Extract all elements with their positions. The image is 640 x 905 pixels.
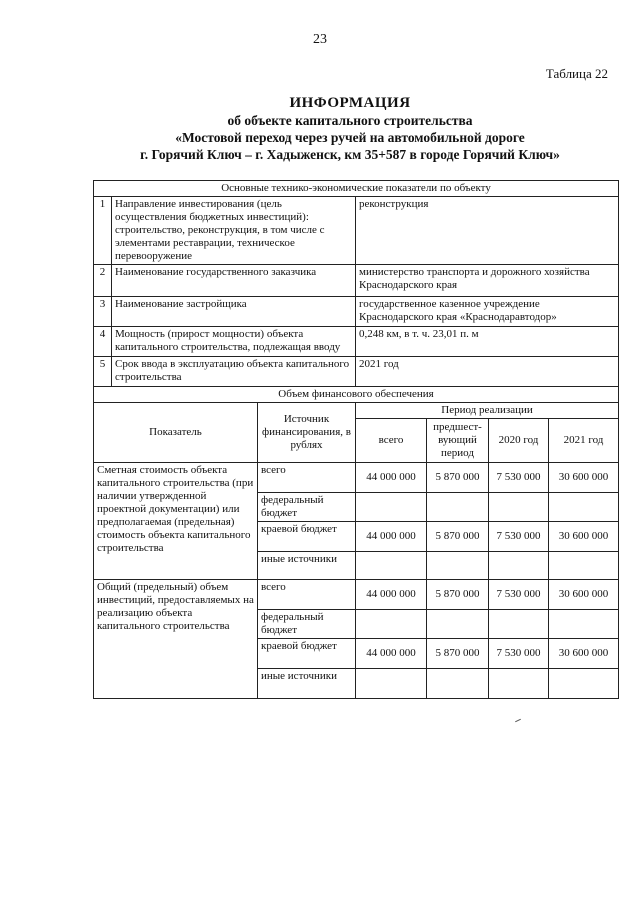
title-line-3: г. Горячий Ключ – г. Хадыженск, км 35+587 в городе Горячий Ключ» [140,147,560,162]
value-prev [427,610,489,639]
indicator-value: реконструкция [356,197,619,265]
value-total: 44 000 000 [356,463,427,493]
indicator-name: Наименование застройщика [112,297,356,327]
value-2020: 7 530 000 [489,639,549,669]
source-cell: федеральный бюджет [258,610,356,639]
value-2021: 30 600 000 [549,463,619,493]
value-2021 [549,493,619,522]
indicator-value: 0,248 км, в т. ч. 23,01 п. м [356,327,619,357]
value-prev: 5 870 000 [427,580,489,610]
table-row [94,357,619,387]
value-2021: 30 600 000 [549,522,619,552]
value-prev: 5 870 000 [427,639,489,669]
source-cell: иные источники [258,552,356,580]
value-2021: 30 600 000 [549,639,619,669]
col-header-period: Период реализации [356,403,619,419]
source-cell: краевой бюджет [258,639,356,669]
title-line-2: «Мостовой переход через ручей на автомобильной дороге [175,130,525,145]
value-2020: 7 530 000 [489,580,549,610]
table-row [94,197,619,265]
value-prev [427,493,489,522]
indicator-value: министерство транспорта и дорожного хозяйства Краснодарского края [356,265,619,297]
value-prev [427,552,489,580]
col-header-2021: 2021 год [549,419,619,463]
value-2020 [489,610,549,639]
value-2020 [489,552,549,580]
value-prev: 5 870 000 [427,522,489,552]
value-total [356,552,427,580]
col-header-2020: 2020 год [489,419,549,463]
title-main: ИНФОРМАЦИЯ [289,95,411,111]
col-header-total: всего [356,419,427,463]
col-header-indicator: Показатель [94,403,258,463]
title-line-1: об объекте капитального строительства [227,113,473,128]
row-number: 1 [94,197,112,265]
stray-mark [515,719,521,722]
value-total: 44 000 000 [356,580,427,610]
row-number: 3 [94,297,112,327]
col-header-source: Источник финансирования, в рублях [258,403,356,463]
row-number: 5 [94,357,112,387]
value-2021: 30 600 000 [549,580,619,610]
source-cell: федеральный бюджет [258,493,356,522]
table-row [94,327,619,357]
value-total [356,610,427,639]
value-prev: 5 870 000 [427,463,489,493]
row-number: 4 [94,327,112,357]
page-number: 23 [313,32,327,47]
value-total: 44 000 000 [356,522,427,552]
source-cell: всего [258,463,356,493]
indicator-name: Мощность (прирост мощности) объекта капитального строительства, подлежащая вводу [112,327,356,357]
indicator-name: Срок ввода в эксплуатацию объекта капитального строительства [112,357,356,387]
document-title [60,95,640,163]
table-label: Таблица 22 [545,66,608,81]
row-number: 2 [94,265,112,297]
value-2020 [489,669,549,699]
value-total: 44 000 000 [356,639,427,669]
group-label: Общий (предельный) объем инвестиций, предоставляемых на реализацию объекта капитального строительства [94,580,258,699]
value-2021 [549,669,619,699]
table-row [94,265,619,297]
indicators-heading: Основные технико-экономические показатели по объекту [94,181,619,197]
indicator-value: государственное казенное учреждение Краснодарского края «Краснодаравтодор» [356,297,619,327]
finance-heading: Объем финансового обеспечения [94,387,619,403]
value-prev [427,669,489,699]
value-2020: 7 530 000 [489,463,549,493]
info-table [93,180,619,699]
value-total [356,669,427,699]
source-cell: всего [258,580,356,610]
table-row [94,297,619,327]
indicator-name: Наименование государственного заказчика [112,265,356,297]
value-2020: 7 530 000 [489,522,549,552]
value-2021 [549,552,619,580]
col-header-prev: предшест-вующий период [427,419,489,463]
table-row [94,463,619,493]
source-cell: краевой бюджет [258,522,356,552]
value-2021 [549,610,619,639]
indicator-value: 2021 год [356,357,619,387]
group-label: Сметная стоимость объекта капитального строительства (при наличии утвержденной проектной документации) или предполагаемая (предельная) стоимость объекта капитального строительства [94,463,258,580]
value-total [356,493,427,522]
source-cell: иные источники [258,669,356,699]
value-2020 [489,493,549,522]
indicator-name: Направление инвестирования (цель осуществления бюджетных инвестиций): строительство, реконструкция, в том числе с элементами реставрации, техническое перевооружение [112,197,356,265]
table-row [94,580,619,610]
